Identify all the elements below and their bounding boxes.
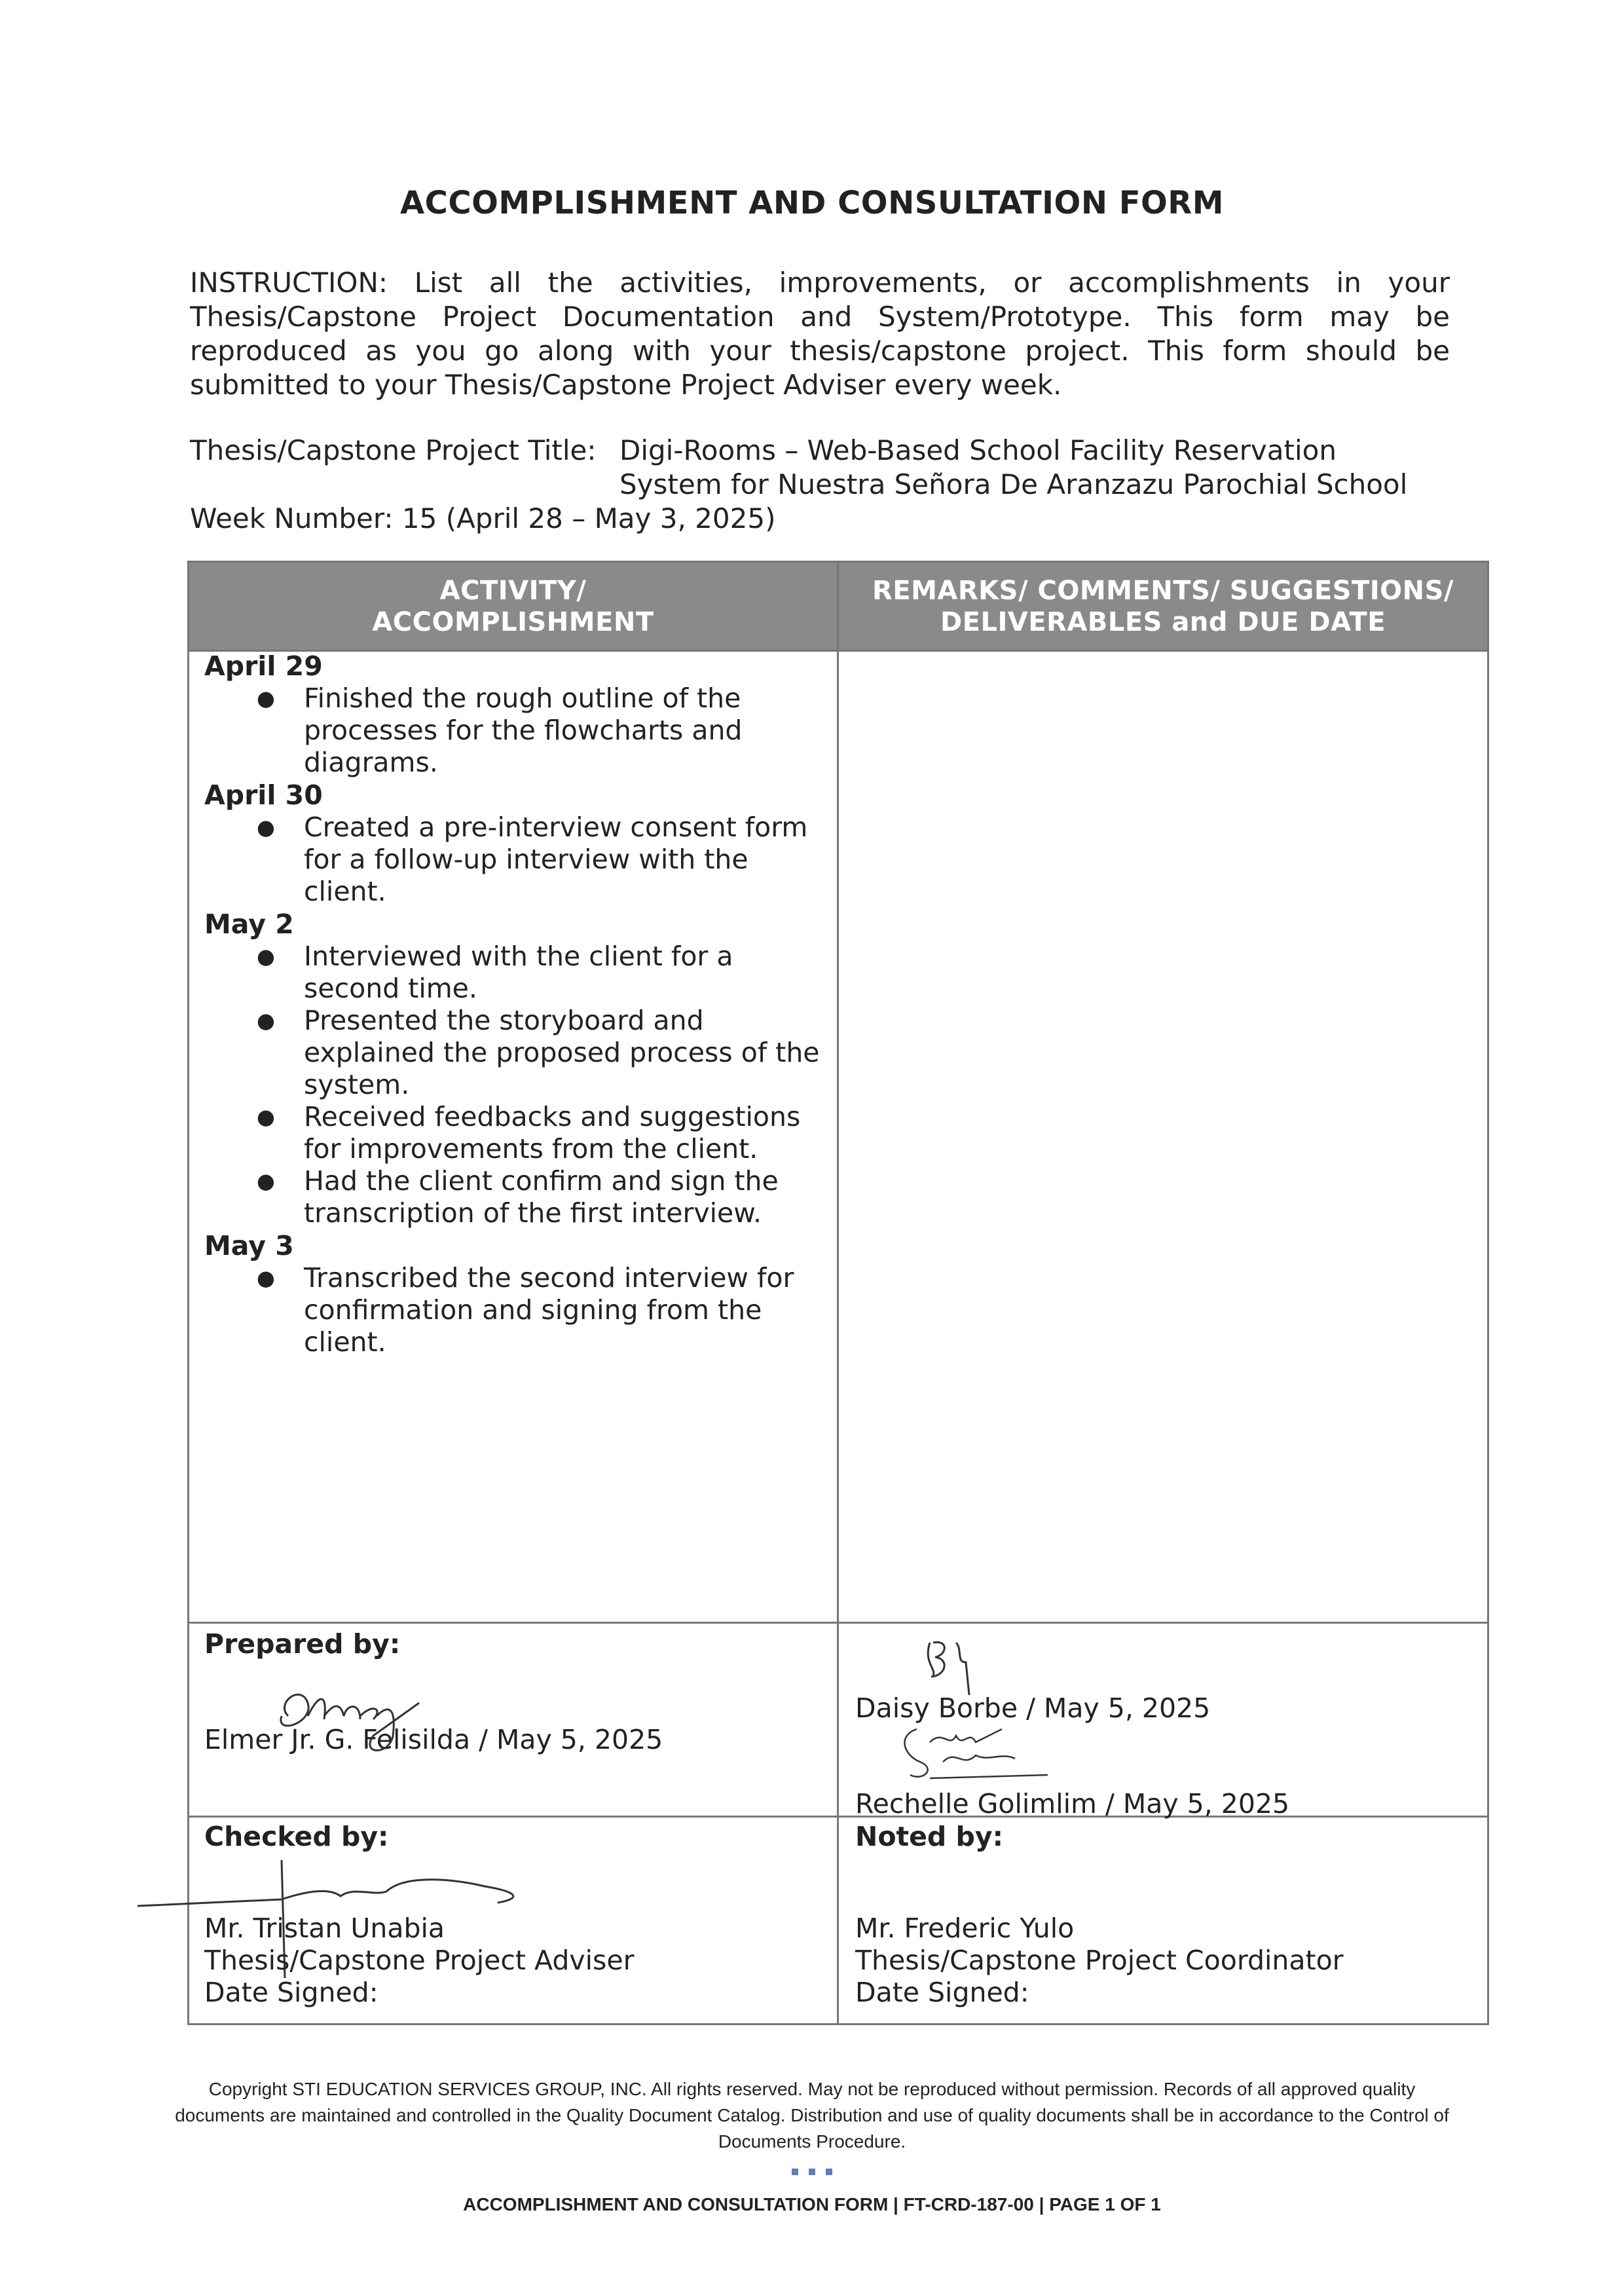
- entry-april-29: [204, 650, 826, 779]
- prepared-by-label: Prepared by:: [204, 1628, 401, 1660]
- entry-date: April 30: [204, 779, 323, 811]
- adviser-name: Mr. Tristan Unabia: [204, 1912, 445, 1944]
- activity-column-header: [189, 563, 837, 650]
- footer-dots-icon: [0, 2165, 1624, 2178]
- entry-date: May 3: [204, 1230, 294, 1261]
- instruction-text: INSTRUCTION: List all the activities, improvements, or accomplishments in your Thesis/Capstone Project Documentation and System/Prototype. This form may be reproduced as you go along with your thesis/capstone project. This form should be submitted to your Thesis/Capstone Project Adviser every week.: [190, 267, 1450, 401]
- project-title-label: Thesis/Capstone Project Title:: [190, 434, 597, 466]
- entry-may-2: [204, 908, 826, 1229]
- checked-by-label: Checked by:: [204, 1821, 389, 1852]
- activity-list: [204, 650, 826, 1358]
- noted-by-label: Noted by:: [855, 1821, 1003, 1852]
- signature-elmer: [262, 1664, 445, 1762]
- bullet-icon: ●: [257, 1104, 275, 1129]
- remarks-header-line-1: REMARKS/ COMMENTS/ SUGGESTIONS/: [872, 575, 1454, 606]
- copyright-notice: Copyright STI EDUCATION SERVICES GROUP, INC. All rights reserved. May not be reproduced without permission. Records of all approved quality documents are maintained and controlled in the Quality Document Catalog. Distribution and use of quality documents shall be in accordance to the Control of Documents Procedure.: [175, 2079, 1449, 2152]
- entry-april-30: [204, 779, 826, 908]
- prepared-member-2: Daisy Borbe / May 5, 2025: [855, 1692, 1211, 1724]
- prepared-member-1: Elmer Jr. G. Felisilda / May 5, 2025: [204, 1724, 663, 1755]
- bullet-icon: ●: [257, 815, 275, 840]
- week-number: Week Number: 15 (April 28 – May 3, 2025): [190, 502, 776, 534]
- adviser-date-signed: Date Signed:: [204, 1977, 378, 2008]
- signature-rechelle: [891, 1716, 1061, 1788]
- activity-header-line-2: ACCOMPLISHMENT: [372, 606, 654, 637]
- coordinator-role: Thesis/Capstone Project Coordinator: [855, 1945, 1344, 1976]
- signature-divider: [187, 1622, 1489, 1624]
- form-title: ACCOMPLISHMENT AND CONSULTATION FORM: [399, 185, 1225, 221]
- activity-header-line-1: ACTIVITY/: [439, 575, 587, 606]
- approval-divider: [187, 1816, 1489, 1818]
- list-item: ● Received feedbacks and suggestions for improvements from the client.: [257, 1101, 801, 1165]
- bullet-icon: ●: [257, 1008, 275, 1033]
- entry-date: May 2: [204, 908, 294, 940]
- prepared-member-3: Rechelle Golimlim / May 5, 2025: [855, 1788, 1290, 1819]
- adviser-role: Thesis/Capstone Project Adviser: [204, 1945, 635, 1976]
- list-item: ● Had the client confirm and sign the transcription of the first interview.: [257, 1165, 779, 1229]
- remarks-header-line-2: DELIVERABLES and DUE DATE: [940, 606, 1386, 637]
- entry-may-3: [204, 1229, 826, 1358]
- bullet-icon: ●: [257, 686, 275, 711]
- list-item: ● Finished the rough outline of the processes for the flowcharts and diagrams.: [257, 682, 743, 778]
- list-item: ● Created a pre-interview consent form for a follow-up interview with the client.: [257, 812, 808, 907]
- signature-daisy: [917, 1630, 1008, 1702]
- bullet-icon: ●: [257, 1265, 275, 1290]
- coordinator-date-signed: Date Signed:: [855, 1977, 1029, 2008]
- bullet-icon: ●: [257, 1168, 275, 1193]
- list-item: ● Presented the storyboard and explained the proposed process of the system.: [257, 1005, 820, 1100]
- bullet-icon: ●: [257, 944, 275, 969]
- coordinator-name: Mr. Frederic Yulo: [855, 1912, 1075, 1944]
- project-title-line-2: System for Nuestra Señora De Aranzazu Parochial School: [619, 468, 1408, 500]
- entry-date: April 29: [204, 650, 323, 682]
- column-divider: [837, 561, 839, 2025]
- list-item: ● Interviewed with the client for a second time.: [257, 941, 733, 1004]
- remarks-column-header: [839, 563, 1487, 650]
- project-title-line-1: Digi-Rooms – Web-Based School Facility Reservation: [619, 434, 1337, 466]
- form-identifier: ACCOMPLISHMENT AND CONSULTATION FORM | FT-CRD-187-00 | PAGE 1 OF 1: [463, 2194, 1161, 2214]
- list-item: ● Transcribed the second interview for confirmation and signing from the client.: [257, 1262, 794, 1358]
